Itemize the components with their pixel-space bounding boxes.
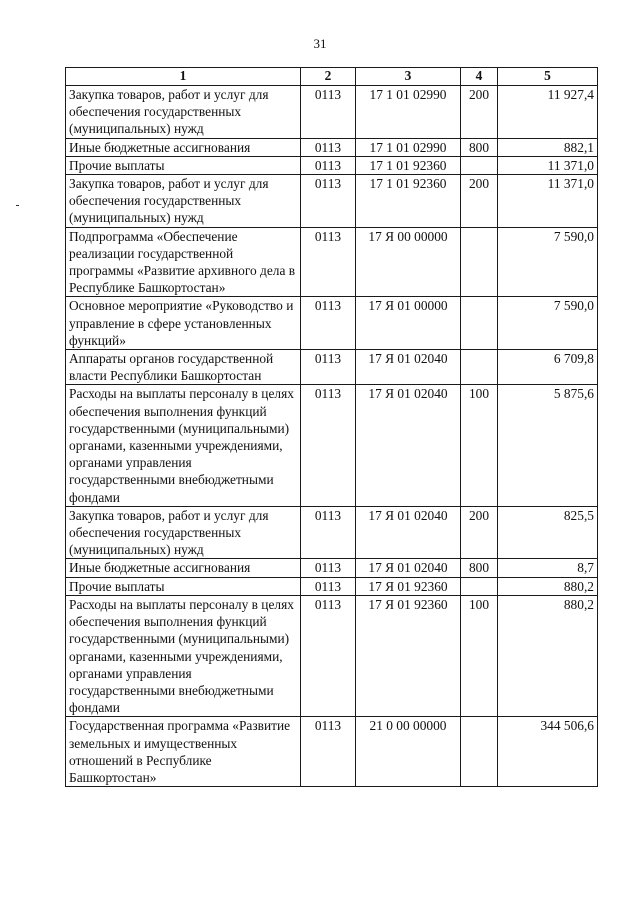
table-row bbox=[66, 717, 598, 787]
row-amount: 7 590,0 bbox=[498, 227, 598, 297]
row-type: 800 bbox=[461, 559, 498, 577]
row-type bbox=[461, 227, 498, 297]
header-row bbox=[66, 68, 598, 86]
row-amount: 7 590,0 bbox=[498, 297, 598, 350]
budget-table bbox=[65, 67, 598, 787]
row-name: Расходы на выплаты персоналу в целях обеспечения выполнения функций государственными (муниципальными) органами, казенными учреждениями, органами управления государственными внебюджетными фондами bbox=[66, 595, 301, 716]
row-section: 0113 bbox=[301, 559, 356, 577]
row-code: 21 0 00 00000 bbox=[356, 717, 461, 787]
row-type bbox=[461, 717, 498, 787]
row-code: 17 Я 01 02040 bbox=[356, 385, 461, 506]
margin-mark bbox=[16, 205, 19, 206]
row-amount: 11 371,0 bbox=[498, 156, 598, 174]
row-section: 0113 bbox=[301, 156, 356, 174]
row-section: 0113 bbox=[301, 577, 356, 595]
row-amount: 344 506,6 bbox=[498, 717, 598, 787]
row-type bbox=[461, 156, 498, 174]
row-name: Прочие выплаты bbox=[66, 156, 301, 174]
row-code: 17 Я 01 02040 bbox=[356, 559, 461, 577]
row-code: 17 Я 01 92360 bbox=[356, 595, 461, 716]
page-number: 31 bbox=[313, 36, 327, 51]
row-amount: 11 927,4 bbox=[498, 86, 598, 139]
row-amount: 5 875,6 bbox=[498, 385, 598, 506]
row-section: 0113 bbox=[301, 506, 356, 559]
table-row bbox=[66, 577, 598, 595]
row-code: 17 Я 01 00000 bbox=[356, 297, 461, 350]
row-name: Прочие выплаты bbox=[66, 577, 301, 595]
table-body bbox=[66, 86, 598, 787]
row-amount: 11 371,0 bbox=[498, 175, 598, 228]
row-section: 0113 bbox=[301, 717, 356, 787]
table-row bbox=[66, 385, 598, 506]
row-code: 17 1 01 92360 bbox=[356, 175, 461, 228]
row-type bbox=[461, 350, 498, 385]
row-amount: 825,5 bbox=[498, 506, 598, 559]
row-name: Иные бюджетные ассигнования bbox=[66, 138, 301, 156]
col-header-4: 4 bbox=[461, 68, 498, 86]
table-row bbox=[66, 138, 598, 156]
row-type: 100 bbox=[461, 385, 498, 506]
row-section: 0113 bbox=[301, 227, 356, 297]
row-code: 17 Я 01 02040 bbox=[356, 506, 461, 559]
row-section: 0113 bbox=[301, 595, 356, 716]
table-row bbox=[66, 156, 598, 174]
col-header-3: 3 bbox=[356, 68, 461, 86]
row-code: 17 Я 01 02040 bbox=[356, 350, 461, 385]
table-row bbox=[66, 595, 598, 716]
row-name: Закупка товаров, работ и услуг для обеспечения государственных (муниципальных) нужд bbox=[66, 175, 301, 228]
row-type: 200 bbox=[461, 506, 498, 559]
row-amount: 880,2 bbox=[498, 577, 598, 595]
row-name: Основное мероприятие «Руководство и управление в сфере установленных функций» bbox=[66, 297, 301, 350]
table-row bbox=[66, 350, 598, 385]
row-name: Иные бюджетные ассигнования bbox=[66, 559, 301, 577]
row-amount: 8,7 bbox=[498, 559, 598, 577]
row-amount: 882,1 bbox=[498, 138, 598, 156]
row-section: 0113 bbox=[301, 86, 356, 139]
table-row bbox=[66, 86, 598, 139]
row-name: Государственная программа «Развитие земельных и имущественных отношений в Республике Башкортостан» bbox=[66, 717, 301, 787]
row-type: 800 bbox=[461, 138, 498, 156]
col-header-1: 1 bbox=[66, 68, 301, 86]
row-code: 17 1 01 02990 bbox=[356, 138, 461, 156]
table-row bbox=[66, 227, 598, 297]
row-code: 17 1 01 02990 bbox=[356, 86, 461, 139]
table-row bbox=[66, 506, 598, 559]
row-section: 0113 bbox=[301, 138, 356, 156]
col-header-2: 2 bbox=[301, 68, 356, 86]
row-name: Расходы на выплаты персоналу в целях обеспечения выполнения функций государственными (муниципальными) органами, казенными учреждениями, органами управления государственными внебюджетными фондами bbox=[66, 385, 301, 506]
row-name: Подпрограмма «Обеспечение реализации государственной программы «Развитие архивного дела в Республике Башкортостан» bbox=[66, 227, 301, 297]
row-type bbox=[461, 297, 498, 350]
row-type: 200 bbox=[461, 175, 498, 228]
row-section: 0113 bbox=[301, 350, 356, 385]
row-amount: 6 709,8 bbox=[498, 350, 598, 385]
row-type: 100 bbox=[461, 595, 498, 716]
table-row bbox=[66, 297, 598, 350]
row-type bbox=[461, 577, 498, 595]
row-section: 0113 bbox=[301, 297, 356, 350]
row-name: Закупка товаров, работ и услуг для обеспечения государственных (муниципальных) нужд bbox=[66, 86, 301, 139]
table-row bbox=[66, 175, 598, 228]
row-name: Закупка товаров, работ и услуг для обеспечения государственных (муниципальных) нужд bbox=[66, 506, 301, 559]
row-type: 200 bbox=[461, 86, 498, 139]
row-code: 17 Я 00 00000 bbox=[356, 227, 461, 297]
col-header-5: 5 bbox=[498, 68, 598, 86]
table-row bbox=[66, 559, 598, 577]
row-code: 17 1 01 92360 bbox=[356, 156, 461, 174]
row-section: 0113 bbox=[301, 175, 356, 228]
row-section: 0113 bbox=[301, 385, 356, 506]
row-name: Аппараты органов государственной власти Республики Башкортостан bbox=[66, 350, 301, 385]
row-code: 17 Я 01 92360 bbox=[356, 577, 461, 595]
row-amount: 880,2 bbox=[498, 595, 598, 716]
